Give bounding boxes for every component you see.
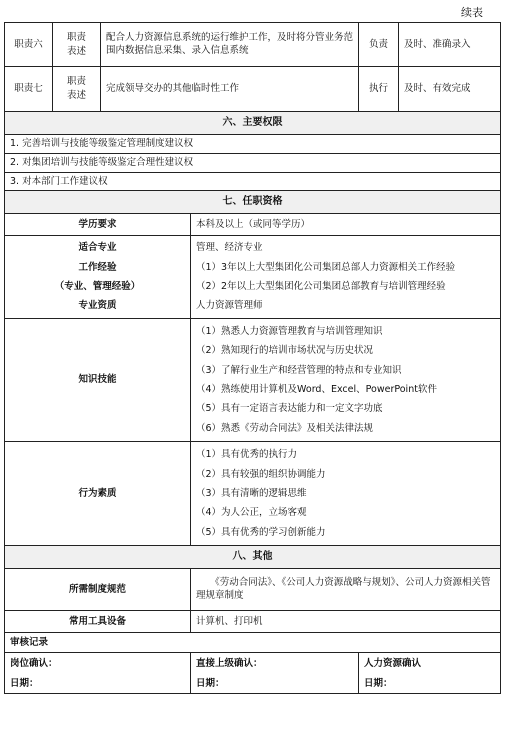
section-title-qualification: 七、任职资格 [5, 191, 501, 214]
knowledge-item: （6）熟悉《劳动合同法》及相关法律法规 [196, 422, 374, 434]
job-description-table [4, 22, 501, 694]
continued-label: 续表 [461, 6, 483, 19]
duty-role: 执行 [359, 67, 399, 112]
section-title-authority: 六、主要权限 [5, 112, 501, 135]
date-label: 日期： [10, 677, 39, 689]
behavior-item: （4）为人公正，立场客观 [196, 507, 307, 519]
knowledge-item: （5）具有一定语言表达能力和一定文字功底 [196, 403, 383, 415]
behavior-label: 行为素质 [5, 442, 191, 546]
behavior-item: （5）具有优秀的学习创新能力 [196, 526, 326, 538]
knowledge-item: （1）熟悉人力资源管理教育与培训管理知识 [196, 325, 383, 337]
major-value: 管理、经济专业 [196, 242, 263, 254]
duty-label: 职责 表述 [53, 23, 101, 67]
duty-row [5, 23, 501, 67]
knowledge-label: 知识技能 [5, 318, 191, 441]
superior-confirm-label: 直接上级确认： [196, 658, 263, 670]
duty-name: 职责七 [5, 67, 53, 112]
experience-item: （1）3年以上大型集团化公司集团总部人力资源相关工作经验 [196, 261, 456, 273]
cert-label: 专业资质 [78, 300, 117, 312]
tools-label: 常用工具设备 [5, 611, 191, 633]
education-value: 本科及以上（或同等学历） [191, 214, 501, 236]
education-label: 学历要求 [5, 214, 191, 236]
authority-item: 2. 对集团培训与技能等级鉴定合理性建议权 [5, 153, 501, 172]
cert-value: 人力资源管理师 [196, 300, 263, 312]
duty-standard: 及时、有效完成 [399, 67, 501, 112]
authority-item: 1. 完善培训与技能等级鉴定管理制度建议权 [5, 135, 501, 154]
duty-name: 职责六 [5, 23, 53, 67]
experience-item: （2）2年以上大型集团化公司集团总部教育与培训管理经验 [196, 281, 446, 293]
review-title: 审核记录 [5, 633, 501, 653]
duty-desc: 完成领导交办的其他临时性工作 [101, 67, 359, 112]
rules-value: 《劳动合同法》、《公司人力资源战略与规划》、公司人力资源相关管理规章制度 [191, 569, 501, 611]
duty-desc: 配合人力资源信息系统的运行维护工作，及时将分管业务范围内数据信息采集、录入信息系统 [101, 23, 359, 67]
knowledge-item: （3）了解行业生产和经营管理的特点和专业知识 [196, 364, 402, 376]
behavior-item: （2）具有较强的组织协调能力 [196, 468, 326, 480]
authority-item: 3. 对本部门工作建议权 [5, 172, 501, 191]
knowledge-item: （2）熟知现行的培训市场状况与历史状况 [196, 345, 374, 357]
behavior-item: （1）具有优秀的执行力 [196, 449, 298, 461]
post-confirm-label: 岗位确认： [10, 658, 58, 670]
duty-standard: 及时、准确录入 [399, 23, 501, 67]
date-label: 日期： [196, 677, 225, 689]
section-title-other: 八、其他 [5, 546, 501, 569]
knowledge-item: （4）熟练使用计算机及Word、Excel、PowerPoint软件 [196, 384, 437, 396]
rules-label: 所需制度规范 [5, 569, 191, 611]
hr-confirm-label: 人力资源确认 [364, 658, 422, 670]
behavior-item: （3）具有清晰的逻辑思维 [196, 487, 307, 499]
experience-label: 工作经验 [78, 261, 117, 273]
duty-row [5, 67, 501, 112]
tools-value: 计算机、打印机 [191, 611, 501, 633]
experience-label-sub: （专业、管理经验） [54, 281, 141, 293]
duty-role: 负责 [359, 23, 399, 67]
duty-label: 职责 表述 [53, 67, 101, 112]
major-label: 适合专业 [78, 242, 117, 254]
date-label: 日期： [364, 677, 393, 689]
